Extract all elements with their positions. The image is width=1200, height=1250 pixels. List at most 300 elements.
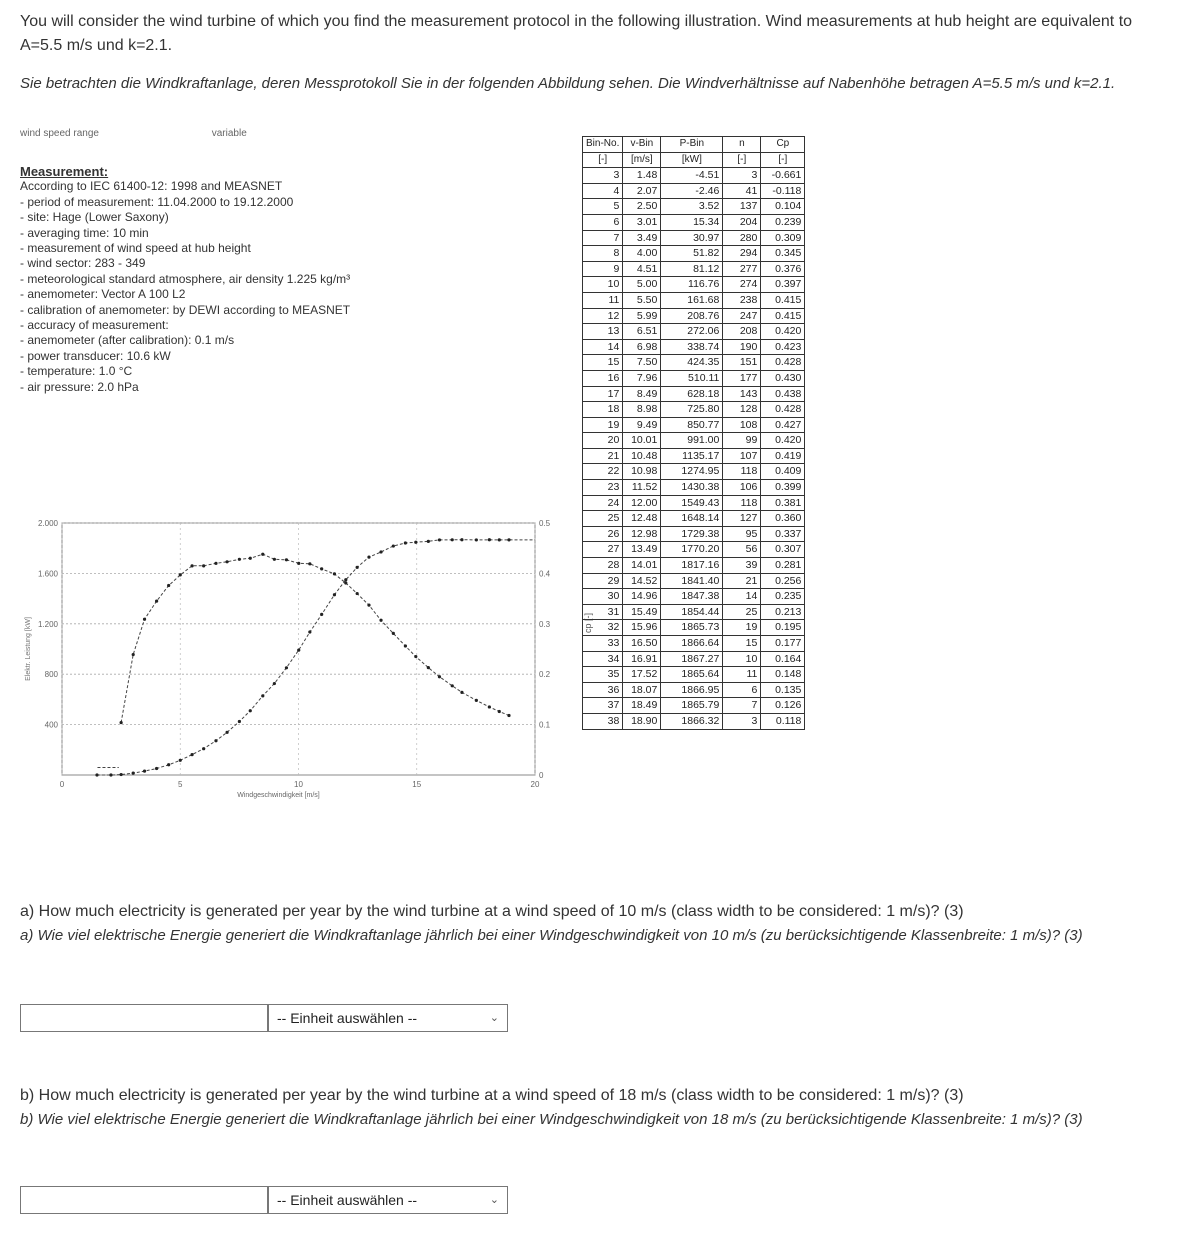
y2-tick-label: 0.4 <box>539 569 551 579</box>
table-cell: 19 <box>583 417 623 433</box>
question-b-german: b) Wie viel elektrische Energie generiert die Windkraftanlage jährlich bei einer Windgeschwindigkeit von 18 m/s (zu berücksichtigende Klassenbreite: 1 m/s)? (3) <box>20 1111 1083 1128</box>
table-cell: 274 <box>723 277 761 293</box>
table-cell: 0.430 <box>761 370 805 386</box>
power-curve-chart <box>20 513 580 813</box>
table-cell: 7.50 <box>623 355 661 371</box>
table-cell: 127 <box>723 511 761 527</box>
table-cell: 13.49 <box>623 542 661 558</box>
table-cell: 0.360 <box>761 511 805 527</box>
table-cell: 1729.38 <box>661 526 723 542</box>
table-cell: 1847.38 <box>661 589 723 605</box>
table-cell: 161.68 <box>661 292 723 308</box>
table-cell: 7 <box>583 230 623 246</box>
measurement-line: - temperature: 1.0 °C <box>20 364 133 379</box>
table-cell: 0.409 <box>761 464 805 480</box>
table-cell: -0.118 <box>761 183 805 199</box>
table-cell: 11 <box>723 667 761 683</box>
power-point <box>507 538 510 541</box>
power-point <box>451 538 454 541</box>
table-row <box>583 370 805 386</box>
measurement-line: - averaging time: 10 min <box>20 225 149 240</box>
measurement-line: According to IEC 61400-12: 1998 and MEASNET <box>20 179 283 194</box>
cp-point <box>320 567 323 570</box>
table-row <box>583 277 805 293</box>
table-row <box>583 682 805 698</box>
table-cell: 6 <box>583 214 623 230</box>
table-cell: 0.104 <box>761 199 805 215</box>
answer-b-unit-label: -- Einheit auswählen -- <box>277 1192 418 1208</box>
table-cell: 0.428 <box>761 402 805 418</box>
table-cell: 9 <box>583 261 623 277</box>
table-row <box>583 558 805 574</box>
measurement-protocol-figure <box>20 128 840 850</box>
cp-point <box>356 592 359 595</box>
table-row <box>583 589 805 605</box>
cp-point <box>261 553 264 556</box>
table-cell: 56 <box>723 542 761 558</box>
table-cell: 25 <box>723 604 761 620</box>
measurement-line: - wind sector: 283 - 349 <box>20 256 146 271</box>
table-cell: 18.49 <box>623 698 661 714</box>
power-point <box>143 769 146 772</box>
table-cell: 15 <box>723 636 761 652</box>
answer-a-input[interactable] <box>20 1004 268 1032</box>
table-cell: 12.00 <box>623 495 661 511</box>
cp-point <box>379 619 382 622</box>
table-cell: 30.97 <box>661 230 723 246</box>
y-tick-label: 2.000 <box>37 519 58 528</box>
answer-a-unit-select[interactable] <box>268 1004 508 1032</box>
table-cell: 37 <box>583 698 623 714</box>
y-tick-label: 1.200 <box>37 619 58 629</box>
cp-point <box>202 564 205 567</box>
table-cell: 11 <box>583 292 623 308</box>
table-cell: 20 <box>583 433 623 449</box>
table-cell: 16.91 <box>623 651 661 667</box>
table-row <box>583 573 805 589</box>
question-b-english: b) How much electricity is generated per year by the wind turbine at a wind speed of 18 m/s (class width to be considered: 1 m/s)? (3) <box>20 1087 964 1104</box>
table-cell: 15.34 <box>661 214 723 230</box>
table-cell: 39 <box>723 558 761 574</box>
table-cell: 22 <box>583 464 623 480</box>
table-cell: 0.438 <box>761 386 805 402</box>
x-axis-label: Windgeschwindigkeit [m/s] <box>237 792 320 799</box>
table-cell: 6 <box>723 682 761 698</box>
table-cell: 9.49 <box>623 417 661 433</box>
power-point <box>261 694 264 697</box>
table-cell: 24 <box>583 495 623 511</box>
measurement-info <box>20 164 580 395</box>
table-cell: 0.420 <box>761 433 805 449</box>
y-tick-label: 800 <box>44 670 58 680</box>
question-a-german: a) Wie viel elektrische Energie generiert die Windkraftanlage jährlich bei einer Windgeschwindigkeit von 10 m/s (zu berücksichtigende Klassenbreite: 1 m/s)? (3) <box>20 927 1083 944</box>
table-cell: 14 <box>723 589 761 605</box>
table-row <box>583 183 805 199</box>
power-point <box>414 541 417 544</box>
table-cell: 5 <box>583 199 623 215</box>
table-cell: 30 <box>583 589 623 605</box>
power-point <box>190 753 193 756</box>
table-cell: 81.12 <box>661 261 723 277</box>
measurement-line: - meteorological standard atmosphere, air density 1.225 kg/m³ <box>20 271 351 286</box>
table-cell: 26 <box>583 526 623 542</box>
answer-b-input[interactable] <box>20 1186 268 1214</box>
intro-english: You will consider the wind turbine of which you find the measurement protocol in the following illustration. Wind measurements at hub height are equivalent to A=5.5 m/s und k=2.1. <box>20 13 1133 54</box>
table-row <box>583 261 805 277</box>
table-cell: 118 <box>723 495 761 511</box>
measurement-line: - anemometer: Vector A 100 L2 <box>20 287 186 302</box>
table-cell: 6.98 <box>623 339 661 355</box>
power-point <box>238 720 241 723</box>
x-tick-label: 10 <box>294 780 303 789</box>
table-cell: 29 <box>583 573 623 589</box>
power-point <box>179 759 182 762</box>
table-cell: 118 <box>723 464 761 480</box>
table-cell: 15.96 <box>623 620 661 636</box>
cp-point <box>438 675 441 678</box>
table-row <box>583 713 805 729</box>
table-cell: 137 <box>723 199 761 215</box>
table-cell: 17 <box>583 386 623 402</box>
table-cell: 1549.43 <box>661 495 723 511</box>
table-cell: 16.50 <box>623 636 661 652</box>
table-cell: 991.00 <box>661 433 723 449</box>
question-a <box>20 902 1170 946</box>
table-cell: 25 <box>583 511 623 527</box>
table-cell: 10.98 <box>623 464 661 480</box>
table-cell: 10 <box>723 651 761 667</box>
table-cell: 247 <box>723 308 761 324</box>
measurement-line: - accuracy of measurement: <box>20 318 169 333</box>
cp-point <box>451 684 454 687</box>
power-point <box>356 566 359 569</box>
cp-point <box>427 666 430 669</box>
power-point <box>109 773 112 776</box>
table-cell: 0.337 <box>761 526 805 542</box>
power-point <box>297 649 300 652</box>
cp-point <box>143 618 146 621</box>
table-cell: 177 <box>723 370 761 386</box>
table-cell: 5.00 <box>623 277 661 293</box>
table-cell: 7 <box>723 698 761 714</box>
power-point <box>120 773 123 776</box>
table-cell: 16 <box>583 370 623 386</box>
table-cell: 14.52 <box>623 573 661 589</box>
y-tick-label: 1.600 <box>37 569 58 579</box>
table-cell: 23 <box>583 480 623 496</box>
scan-top-left: wind speed range <box>20 128 99 139</box>
y-tick-label: 400 <box>44 720 58 730</box>
table-cell: 5.99 <box>623 308 661 324</box>
power-point <box>202 747 205 750</box>
table-row <box>583 386 805 402</box>
y-axis-label: Elektr. Leistung [kW] <box>25 617 32 681</box>
power-point <box>367 555 370 558</box>
power-point <box>95 773 98 776</box>
table-row <box>583 480 805 496</box>
measurement-line: - air pressure: 2.0 hPa <box>20 379 139 394</box>
table-cell: 280 <box>723 230 761 246</box>
cp-point <box>367 604 370 607</box>
table-cell: 18.07 <box>623 682 661 698</box>
intro-german: Sie betrachten die Windkraftanlage, deren Messprotokoll Sie in der folgenden Abbildung sehen. Die Windverhältnisse auf Nabenhöhe betragen A=5.5 m/s und k=2.1. <box>20 75 1116 92</box>
table-cell: 11.52 <box>623 480 661 496</box>
table-cell: 14.01 <box>623 558 661 574</box>
power-point <box>249 709 252 712</box>
answer-b-unit-select[interactable] <box>268 1186 508 1214</box>
table-row <box>583 651 805 667</box>
table-cell: 0.256 <box>761 573 805 589</box>
power-point <box>379 550 382 553</box>
table-row <box>583 230 805 246</box>
table-cell: -2.46 <box>661 183 723 199</box>
table-cell: 1866.95 <box>661 682 723 698</box>
table-cell: 27 <box>583 542 623 558</box>
power-point <box>460 538 463 541</box>
table-cell: 143 <box>723 386 761 402</box>
table-cell: 1430.38 <box>661 480 723 496</box>
cp-point <box>155 600 158 603</box>
measurement-line: - power transducer: 10.6 kW <box>20 348 171 363</box>
table-cell: 18 <box>583 402 623 418</box>
table-cell: 1865.73 <box>661 620 723 636</box>
table-header-cell: [m/s] <box>623 152 661 168</box>
table-cell: 3 <box>583 168 623 184</box>
table-row <box>583 526 805 542</box>
table-cell: 41 <box>723 183 761 199</box>
table-cell: 0.345 <box>761 246 805 262</box>
measurement-line: - site: Hage (Lower Saxony) <box>20 210 169 225</box>
table-cell: 0.397 <box>761 277 805 293</box>
cp-point <box>297 562 300 565</box>
table-cell: 1274.95 <box>661 464 723 480</box>
table-row <box>583 620 805 636</box>
table-cell: 1866.64 <box>661 636 723 652</box>
table-cell: 107 <box>723 448 761 464</box>
table-cell: 19 <box>723 620 761 636</box>
table-cell: 17.52 <box>623 667 661 683</box>
table-row <box>583 355 805 371</box>
power-point <box>475 538 478 541</box>
measurement-title: Measurement: <box>20 164 109 179</box>
table-cell: 208.76 <box>661 308 723 324</box>
table-cell: 10.01 <box>623 433 661 449</box>
power-point <box>155 767 158 770</box>
power-point <box>333 593 336 596</box>
table-header-cell: [-] <box>583 152 623 168</box>
cp-point <box>167 584 170 587</box>
table-cell: 0.420 <box>761 324 805 340</box>
table-cell: 272.06 <box>661 324 723 340</box>
table-cell: -0.661 <box>761 168 805 184</box>
table-cell: 0.428 <box>761 355 805 371</box>
power-point <box>214 739 217 742</box>
table-cell: 0.427 <box>761 417 805 433</box>
cp-point <box>225 560 228 563</box>
table-row <box>583 246 805 262</box>
table-header-cell: Bin-No. <box>583 137 623 153</box>
protocol-table-wrap <box>582 136 838 730</box>
table-cell: 3.49 <box>623 230 661 246</box>
power-point <box>320 613 323 616</box>
table-cell: 0.177 <box>761 636 805 652</box>
measurement-line: - period of measurement: 11.04.2000 to 19.12.2000 <box>20 194 294 209</box>
table-row <box>583 667 805 683</box>
table-cell: 3 <box>723 713 761 729</box>
table-cell: 0.399 <box>761 480 805 496</box>
table-row <box>583 292 805 308</box>
table-header-cell: [-] <box>761 152 805 168</box>
table-cell: 0.164 <box>761 651 805 667</box>
table-cell: 0.239 <box>761 214 805 230</box>
table-cell: 0.415 <box>761 308 805 324</box>
cp-point <box>285 558 288 561</box>
table-cell: 0.135 <box>761 682 805 698</box>
cp-point <box>392 632 395 635</box>
table-cell: 99 <box>723 433 761 449</box>
table-cell: 190 <box>723 339 761 355</box>
table-cell: 0.281 <box>761 558 805 574</box>
table-cell: 0.213 <box>761 604 805 620</box>
x-tick-label: 20 <box>530 780 540 789</box>
cp-point <box>498 710 501 713</box>
table-header-cell: n <box>723 137 761 153</box>
cp-point <box>273 558 276 561</box>
table-cell: 294 <box>723 246 761 262</box>
table-cell: 204 <box>723 214 761 230</box>
table-cell: 0.381 <box>761 495 805 511</box>
table-row <box>583 214 805 230</box>
table-cell: 1865.79 <box>661 698 723 714</box>
cp-point <box>460 691 463 694</box>
power-point <box>488 538 491 541</box>
cp-point <box>488 705 491 708</box>
power-point <box>438 538 441 541</box>
table-cell: 14.96 <box>623 589 661 605</box>
power-point <box>344 578 347 581</box>
question-a-english: a) How much electricity is generated per year by the wind turbine at a wind speed of 10 m/s (class width to be considered: 1 m/s)? (3) <box>20 903 964 920</box>
table-row <box>583 402 805 418</box>
power-point <box>427 540 430 543</box>
power-point <box>404 541 407 544</box>
table-cell: 0.309 <box>761 230 805 246</box>
table-row <box>583 168 805 184</box>
table-cell: 128 <box>723 402 761 418</box>
table-cell: 0.419 <box>761 448 805 464</box>
table-cell: 0.307 <box>761 542 805 558</box>
table-cell: 0.195 <box>761 620 805 636</box>
power-point <box>273 682 276 685</box>
table-cell: 21 <box>583 448 623 464</box>
cp-axis-side-label: cp [-] <box>583 612 593 633</box>
table-cell: 1841.40 <box>661 573 723 589</box>
table-header-cell: P-Bin <box>661 137 723 153</box>
table-cell: 1867.27 <box>661 651 723 667</box>
table-cell: 51.82 <box>661 246 723 262</box>
table-cell: -4.51 <box>661 168 723 184</box>
power-point <box>392 544 395 547</box>
table-row <box>583 636 805 652</box>
table-cell: 1854.44 <box>661 604 723 620</box>
table-cell: 0.376 <box>761 261 805 277</box>
table-cell: 1866.32 <box>661 713 723 729</box>
cp-point <box>333 572 336 575</box>
scan-top-mid: variable <box>211 128 247 139</box>
table-cell: 12.48 <box>623 511 661 527</box>
table-cell: 95 <box>723 526 761 542</box>
power-point <box>132 771 135 774</box>
cp-point <box>308 562 311 565</box>
table-cell: 1.48 <box>623 168 661 184</box>
table-cell: 3.52 <box>661 199 723 215</box>
table-cell: 5.50 <box>623 292 661 308</box>
table-row <box>583 698 805 714</box>
table-cell: 3.01 <box>623 214 661 230</box>
measurement-lines <box>20 179 580 395</box>
y2-tick-label: 0.2 <box>539 670 551 680</box>
table-row <box>583 417 805 433</box>
table-cell: 510.11 <box>661 370 723 386</box>
table-header-cell: Cp <box>761 137 805 153</box>
table-cell: 4 <box>583 183 623 199</box>
table-cell: 15 <box>583 355 623 371</box>
table-cell: 277 <box>723 261 761 277</box>
table-unit-row <box>583 152 805 168</box>
table-cell: 1770.20 <box>661 542 723 558</box>
table-cell: 2.50 <box>623 199 661 215</box>
power-point <box>225 731 228 734</box>
table-cell: 108 <box>723 417 761 433</box>
table-cell: 1648.14 <box>661 511 723 527</box>
table-row <box>583 433 805 449</box>
scan-top-caption <box>20 128 247 139</box>
table-cell: 18.90 <box>623 713 661 729</box>
cp-point <box>507 714 510 717</box>
table-cell: 0.235 <box>761 589 805 605</box>
table-cell: 33 <box>583 636 623 652</box>
table-row <box>583 339 805 355</box>
table-row <box>583 511 805 527</box>
table-cell: 2.07 <box>623 183 661 199</box>
table-cell: 36 <box>583 682 623 698</box>
table-cell: 12.98 <box>623 526 661 542</box>
x-tick-label: 5 <box>178 780 183 789</box>
table-cell: 8 <box>583 246 623 262</box>
table-cell: 32 <box>583 620 623 636</box>
y2-tick-label: 0.3 <box>539 619 551 629</box>
table-cell: 38 <box>583 713 623 729</box>
table-row <box>583 604 805 620</box>
power-point <box>308 630 311 633</box>
table-cell: 4.00 <box>623 246 661 262</box>
y2-tick-label: 0.5 <box>539 519 551 528</box>
table-cell: 8.98 <box>623 402 661 418</box>
table-header-cell: v-Bin <box>623 137 661 153</box>
x-tick-label: 15 <box>412 780 422 789</box>
table-cell: 34 <box>583 651 623 667</box>
cp-point <box>414 655 417 658</box>
table-cell: 116.76 <box>661 277 723 293</box>
table-row <box>583 495 805 511</box>
table-cell: 0.126 <box>761 698 805 714</box>
table-cell: 14 <box>583 339 623 355</box>
table-row <box>583 199 805 215</box>
table-cell: 31 <box>583 604 623 620</box>
y2-tick-label: 0.1 <box>539 720 551 730</box>
answer-a-unit-label: -- Einheit auswählen -- <box>277 1010 418 1026</box>
table-cell: 424.35 <box>661 355 723 371</box>
table-cell: 151 <box>723 355 761 371</box>
